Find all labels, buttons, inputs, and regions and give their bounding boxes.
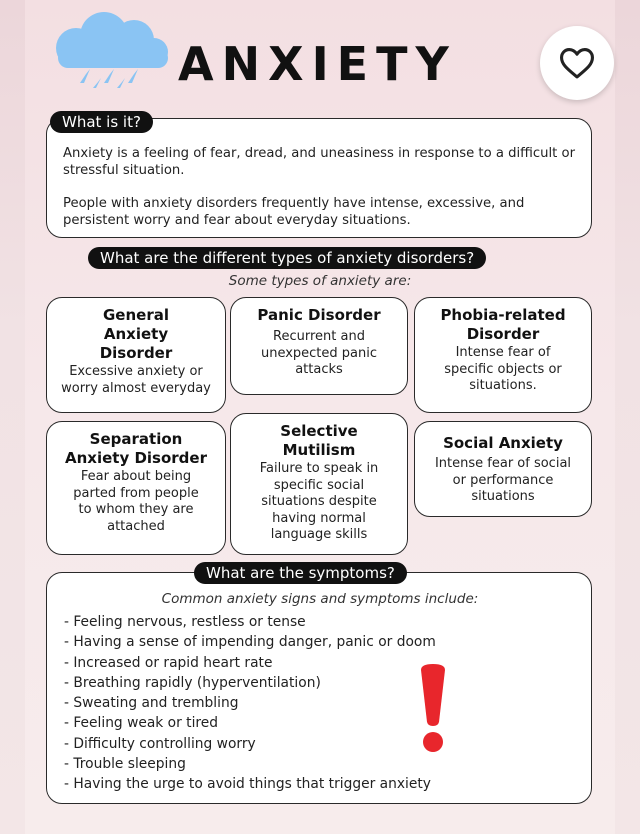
card-title: Panic Disorder <box>257 306 381 324</box>
card-social-anxiety <box>414 421 592 517</box>
list-item: - Sweating and trembling <box>64 695 239 712</box>
card-selective-mutilism <box>230 413 408 555</box>
card-phobia-related <box>414 297 592 413</box>
symptoms-heading: What are the symptoms? <box>194 562 407 584</box>
card-panic-disorder <box>230 297 408 395</box>
card-title: Social Anxiety <box>443 434 563 452</box>
card-separation-anxiety <box>46 421 226 555</box>
list-item: - Feeling weak or tired <box>64 715 219 732</box>
card-description: Failure to speak in specific social situations despite having normal language skills <box>259 461 379 542</box>
card-general-anxiety <box>46 297 226 413</box>
card-title: Separation Anxiety Disorder <box>65 430 207 467</box>
symptoms-list <box>64 612 436 795</box>
exclamation-icon <box>418 664 448 754</box>
list-item: - Having the urge to avoid things that trigger anxiety <box>64 776 431 793</box>
card-description: Intense fear of social or performance situations <box>434 456 572 504</box>
what-is-it-box <box>46 118 592 238</box>
types-heading: What are the different types of anxiety disorders? <box>88 247 486 269</box>
list-item: - Feeling nervous, restless or tense <box>64 614 306 630</box>
heart-icon <box>558 46 596 80</box>
list-item: - Increased or rapid heart rate <box>64 654 273 671</box>
types-subtitle: Some types of anxiety are: <box>228 273 412 289</box>
what-is-it-heading: What is it? <box>50 111 153 133</box>
card-description: Fear about being parted from people to whom they are attached <box>73 469 199 534</box>
list-item: - Having a sense of impending danger, panic or doom <box>64 634 436 651</box>
rain-cloud-icon <box>46 12 176 92</box>
symptoms-intro: Common anxiety signs and symptoms include: <box>161 591 479 607</box>
favorite-button[interactable] <box>540 26 614 100</box>
what-is-it-paragraph-1: Anxiety is a feeling of fear, dread, and uneasiness in response to a difficult or stressful situation. <box>63 146 576 178</box>
list-item: - Difficulty controlling worry <box>64 735 256 752</box>
card-title: Phobia-related Disorder <box>440 306 566 343</box>
card-description: Recurrent and unexpected panic attacks <box>260 329 378 377</box>
page-title: ANXIETY <box>178 37 457 91</box>
card-description: Intense fear of specific objects or situations. <box>444 345 562 393</box>
card-title: General Anxiety Disorder <box>99 306 173 362</box>
list-item: - Breathing rapidly (hyperventilation) <box>64 674 321 691</box>
card-description: Excessive anxiety or worry almost everyday <box>61 364 211 396</box>
what-is-it-paragraph-2: People with anxiety disorders frequently have intense, excessive, and persistent worry and fear about everyday situations. <box>63 196 525 228</box>
card-title: Selective Mutilism <box>280 422 358 459</box>
list-item: - Trouble sleeping <box>64 756 186 773</box>
